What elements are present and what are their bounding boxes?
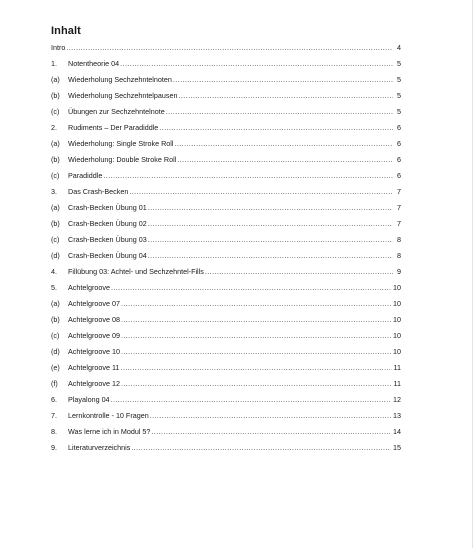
toc-entry-title: Rudiments – Der Paradiddle xyxy=(68,123,159,132)
toc-dot-leader xyxy=(151,424,391,440)
toc-entry-title: Paradiddle xyxy=(68,171,103,180)
toc-entry-title: Crash-Becken Übung 02 xyxy=(68,219,147,228)
toc-entry-page-number: 7 xyxy=(397,187,401,196)
toc-entry-number: (a) xyxy=(51,139,60,148)
toc-entry-number: 4. xyxy=(51,267,57,276)
toc-entry-page-number: 7 xyxy=(397,219,401,228)
toc-entry-number: (c) xyxy=(51,107,60,116)
toc-entry-title: Fillübung 03: Achtel- und Sechzehntel-Fills xyxy=(68,267,204,276)
toc-entry-page-number: 15 xyxy=(393,443,401,452)
toc-entry[interactable] xyxy=(51,392,401,408)
toc-dot-leader xyxy=(131,440,391,456)
toc-entry-title: Achtelgroove 09 xyxy=(68,331,120,340)
toc-entry[interactable] xyxy=(51,360,401,376)
toc-entry-number: 7. xyxy=(51,411,57,420)
toc-dot-leader xyxy=(121,344,391,360)
toc-entry-number: (c) xyxy=(51,235,60,244)
toc-entry[interactable] xyxy=(51,56,401,72)
toc-entry-page-number: 5 xyxy=(397,107,401,116)
toc-entry-title: Intro xyxy=(51,43,66,52)
toc-entry-page-number: 7 xyxy=(397,203,401,212)
toc-entry-number: (d) xyxy=(51,251,60,260)
toc-dot-leader xyxy=(205,264,393,280)
toc-entry[interactable] xyxy=(51,344,401,360)
toc-entry-number: (a) xyxy=(51,299,60,308)
toc-entry[interactable] xyxy=(51,376,401,392)
toc-dot-leader xyxy=(120,56,393,72)
toc-entry-number: 3. xyxy=(51,187,57,196)
toc-entry-number: (d) xyxy=(51,347,60,356)
toc-entry-page-number: 6 xyxy=(397,155,401,164)
toc-entry[interactable] xyxy=(51,152,401,168)
toc-entry-title: Das Crash-Becken xyxy=(68,187,129,196)
toc-entry[interactable] xyxy=(51,408,401,424)
toc-title: Inhalt xyxy=(51,25,81,37)
toc-entry-title: Crash-Becken Übung 01 xyxy=(68,203,147,212)
toc-entry-title: Wiederholung: Single Stroke Roll xyxy=(68,139,174,148)
toc-dot-leader xyxy=(66,40,393,56)
toc-entry-number: (c) xyxy=(51,331,60,340)
toc-entry-number: (b) xyxy=(51,91,60,100)
toc-entry-number: (a) xyxy=(51,75,60,84)
toc-entry-title: Achtelgroove 10 xyxy=(68,347,120,356)
toc-dot-leader xyxy=(111,280,391,296)
toc-entry-title: Achtelgroove 12 xyxy=(68,379,120,388)
toc-dot-leader xyxy=(148,200,393,216)
toc-entry-title: Literaturverzeichnis xyxy=(68,443,131,452)
toc-entry[interactable] xyxy=(51,120,401,136)
toc-entry-number: 1. xyxy=(51,59,57,68)
toc-entry[interactable] xyxy=(51,328,401,344)
toc-entry[interactable] xyxy=(51,104,401,120)
toc-entry-number: 2. xyxy=(51,123,57,132)
toc-entry-title: Was lerne ich in Modul 5? xyxy=(68,427,151,436)
toc-entry-page-number: 11 xyxy=(393,379,401,388)
toc-entry-title: Wiederholung Sechzehntelpausen xyxy=(68,91,178,100)
toc-entry-number: (e) xyxy=(51,363,60,372)
toc-entry-number: (b) xyxy=(51,219,60,228)
toc-dot-leader xyxy=(148,232,393,248)
toc-entry-page-number: 11 xyxy=(393,363,401,372)
toc-dot-leader xyxy=(121,296,391,312)
toc-entry-title: Achtelgroove 07 xyxy=(68,299,120,308)
toc-dot-leader xyxy=(148,248,393,264)
toc-dot-leader xyxy=(150,408,391,424)
toc-entry-page-number: 6 xyxy=(397,171,401,180)
toc-entry[interactable] xyxy=(51,248,401,264)
toc-entry-title: Playalong 04 xyxy=(68,395,110,404)
toc-entry-page-number: 10 xyxy=(393,299,401,308)
toc-entry-page-number: 10 xyxy=(393,331,401,340)
toc-entry-title: Crash-Becken Übung 03 xyxy=(68,235,147,244)
toc-entry-number: 5. xyxy=(51,283,57,292)
toc-entry-title: Übungen zur Sechzehntelnote xyxy=(68,107,165,116)
toc-entry-page-number: 5 xyxy=(397,91,401,100)
toc-entry-title: Wiederholung: Double Stroke Roll xyxy=(68,155,177,164)
toc-entry-number: (f) xyxy=(51,379,58,388)
toc-dot-leader xyxy=(121,312,391,328)
toc-entry-page-number: 6 xyxy=(397,123,401,132)
toc-entry-title: Lernkontrolle - 10 Fragen xyxy=(68,411,149,420)
toc-dot-leader xyxy=(120,360,391,376)
toc-entry[interactable] xyxy=(51,312,401,328)
toc-entry-page-number: 5 xyxy=(397,59,401,68)
toc-entry[interactable] xyxy=(51,184,401,200)
toc-entry-page-number: 10 xyxy=(393,347,401,356)
toc-dot-leader xyxy=(103,168,393,184)
toc-dot-leader xyxy=(177,152,393,168)
toc-entry-title: Notentheorie 04 xyxy=(68,59,120,68)
toc-entry-number: (b) xyxy=(51,155,60,164)
toc-dot-leader xyxy=(159,120,393,136)
toc-entry-page-number: 5 xyxy=(397,75,401,84)
toc-entry[interactable] xyxy=(51,264,401,280)
toc-dot-leader xyxy=(121,376,392,392)
toc-entry-page-number: 9 xyxy=(397,267,401,276)
toc-entry-number: (c) xyxy=(51,171,60,180)
toc-entry-number: 9. xyxy=(51,443,57,452)
toc-entry-title: Achtelgroove 08 xyxy=(68,315,120,324)
toc-dot-leader xyxy=(148,216,393,232)
toc-dot-leader xyxy=(174,136,393,152)
toc-entry-number: (a) xyxy=(51,203,60,212)
toc-dot-leader xyxy=(121,328,391,344)
toc-entry-number: 8. xyxy=(51,427,57,436)
toc-entry-page-number: 10 xyxy=(393,315,401,324)
toc-entry[interactable] xyxy=(51,216,401,232)
toc-entry-page-number: 10 xyxy=(393,283,401,292)
toc-dot-leader xyxy=(173,72,393,88)
toc-entry[interactable] xyxy=(51,440,401,456)
toc-entry-number: 6. xyxy=(51,395,57,404)
toc-entry-page-number: 6 xyxy=(397,139,401,148)
toc-entry[interactable] xyxy=(51,296,401,312)
toc-entry[interactable] xyxy=(51,200,401,216)
toc-entry-page-number: 8 xyxy=(397,235,401,244)
toc-entry[interactable] xyxy=(51,136,401,152)
toc-entry[interactable] xyxy=(51,168,401,184)
toc-entry[interactable] xyxy=(51,232,401,248)
toc-entry-page-number: 4 xyxy=(397,43,401,52)
toc-entry-title: Achtelgroove xyxy=(68,283,110,292)
toc-dot-leader xyxy=(111,392,391,408)
toc-entry-title: Crash-Becken Übung 04 xyxy=(68,251,147,260)
toc-entry-page-number: 8 xyxy=(397,251,401,260)
toc-entry-number: (b) xyxy=(51,315,60,324)
toc-entry-page-number: 12 xyxy=(393,395,401,404)
toc-entry[interactable] xyxy=(51,88,401,104)
toc-entry[interactable] xyxy=(51,280,401,296)
toc-entry-title: Wiederholung Sechzehntelnoten xyxy=(68,75,172,84)
toc-entry-title: Achtelgroove 11 xyxy=(68,363,120,372)
toc-entry-page-number: 13 xyxy=(393,411,401,420)
toc-entry[interactable] xyxy=(51,40,401,56)
toc-entry-page-number: 14 xyxy=(393,427,401,436)
toc-entry[interactable] xyxy=(51,72,401,88)
toc-dot-leader xyxy=(179,88,394,104)
toc-list xyxy=(51,40,401,456)
toc-dot-leader xyxy=(166,104,393,120)
toc-dot-leader xyxy=(129,184,393,200)
toc-entry[interactable] xyxy=(51,424,401,440)
